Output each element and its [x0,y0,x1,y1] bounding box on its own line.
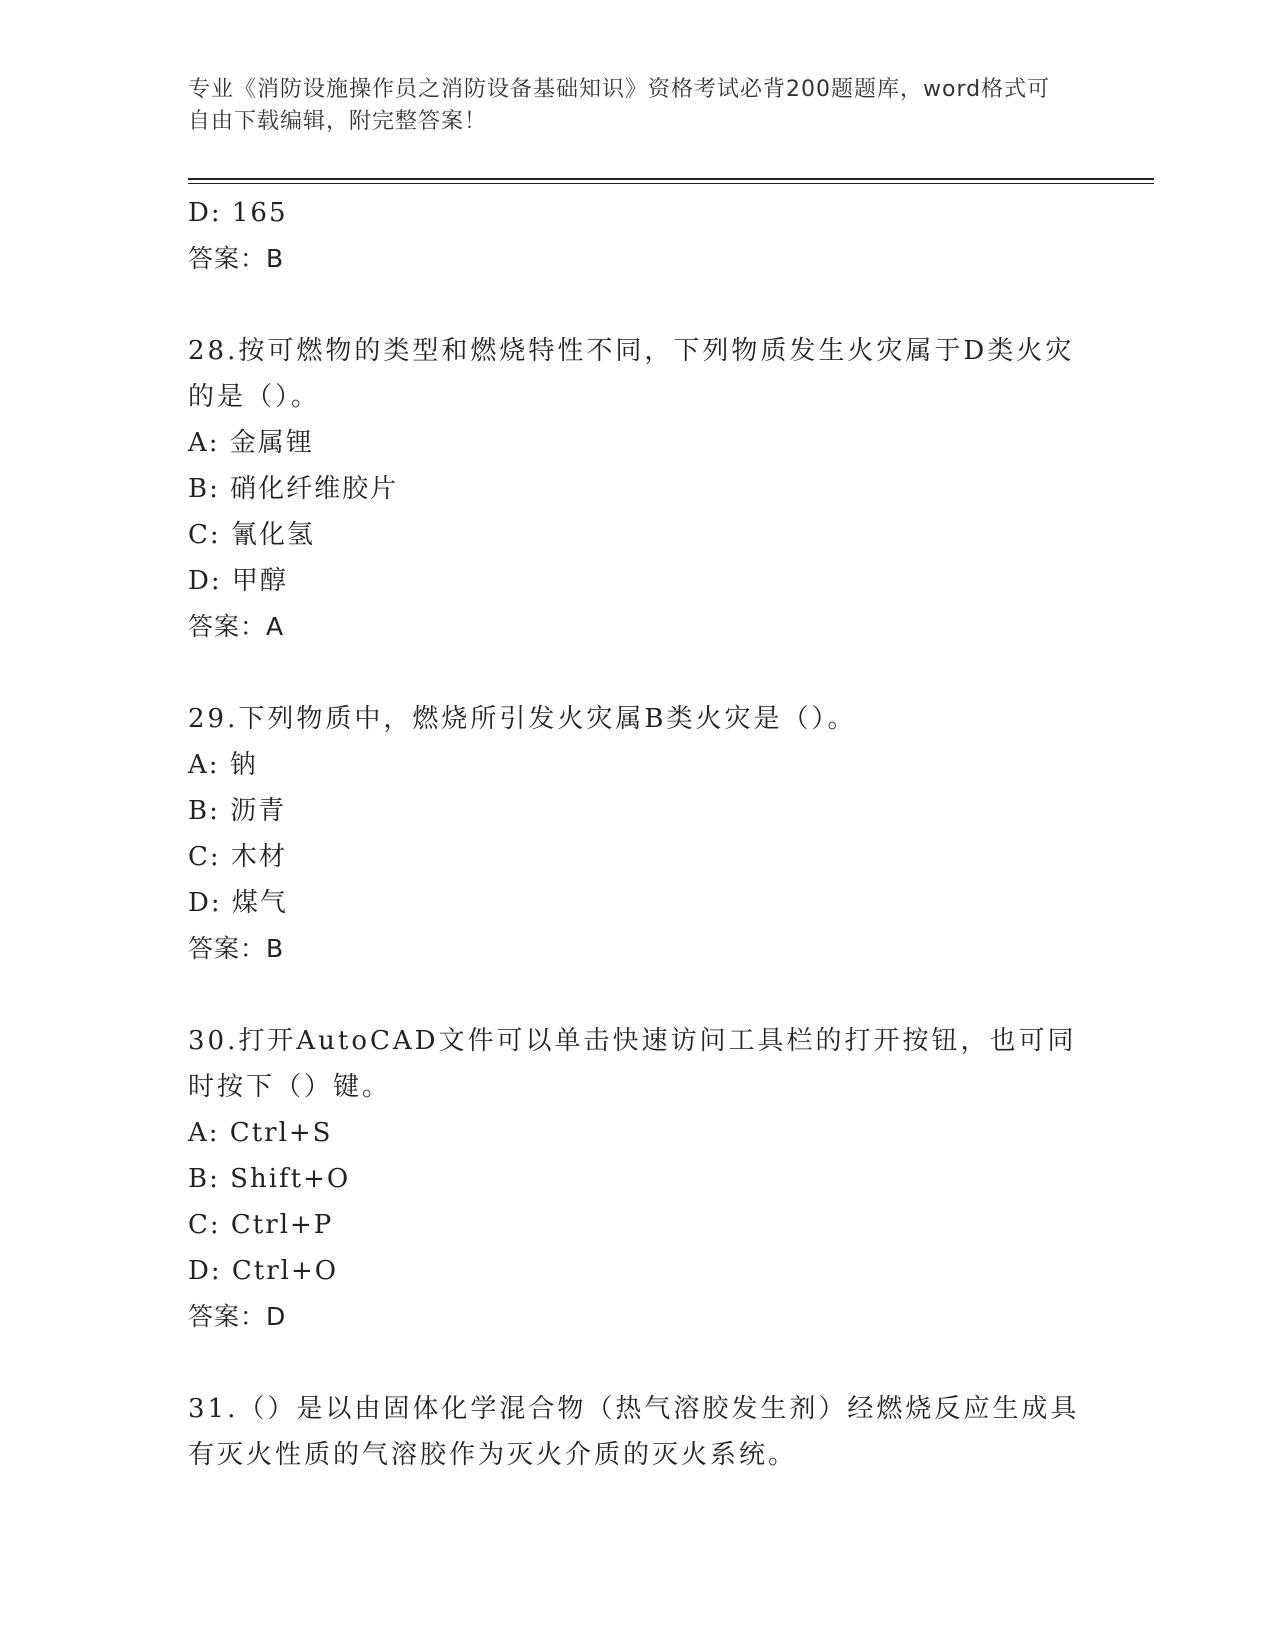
option-a: A: 钠 [188,750,258,780]
option-a: A: Ctrl+S [188,1118,333,1148]
option-d: D: 甲醇 [188,566,288,596]
question-31 [188,1386,1088,1478]
option-b: B: 硝化纤维胶片 [188,474,399,504]
question-stem: 29.下列物质中，燃烧所引发火灾属B类火灾是（）。 [188,704,857,734]
option-b: B: 沥青 [188,796,287,826]
answer: 答案：A [188,612,285,641]
question-28 [188,328,1088,650]
option-c: C: 氰化氢 [188,520,315,550]
prev-option-d: D: 165 [188,198,288,228]
document-header: 专业《消防设施操作员之消防设备基础知识》资格考试必背200题题库，word格式可自由下载编辑，附完整答案！ [188,77,1051,134]
answer: 答案：D [188,1302,287,1331]
option-c: C: 木材 [188,842,287,872]
prev-answer: 答案：B [188,244,285,273]
option-c: C: Ctrl+P [188,1210,334,1240]
question-stem: 30.打开AutoCAD文件可以单击快速访问工具栏的打开按钮，也可同时按下（）键。 [188,1026,1077,1102]
answer: 答案：B [188,934,285,963]
question-content [188,190,1088,1478]
option-b: B: Shift+O [188,1164,351,1194]
question-stem: 31.（）是以由固体化学混合物（热气溶胶发生剂）经燃烧反应生成具有灭火性质的气溶胶作为灭火介质的灭火系统。 [188,1394,1080,1470]
option-a: A: 金属锂 [188,428,314,458]
option-d: D: Ctrl+O [188,1256,339,1286]
header-rule-thick [188,178,1154,180]
header-rule-thin [188,183,1154,184]
option-d: D: 煤气 [188,888,288,918]
question-30 [188,1018,1088,1340]
question-29 [188,696,1088,972]
question-stem: 28.按可燃物的类型和燃烧特性不同，下列物质发生火灾属于D类火灾的是（）。 [188,336,1075,412]
